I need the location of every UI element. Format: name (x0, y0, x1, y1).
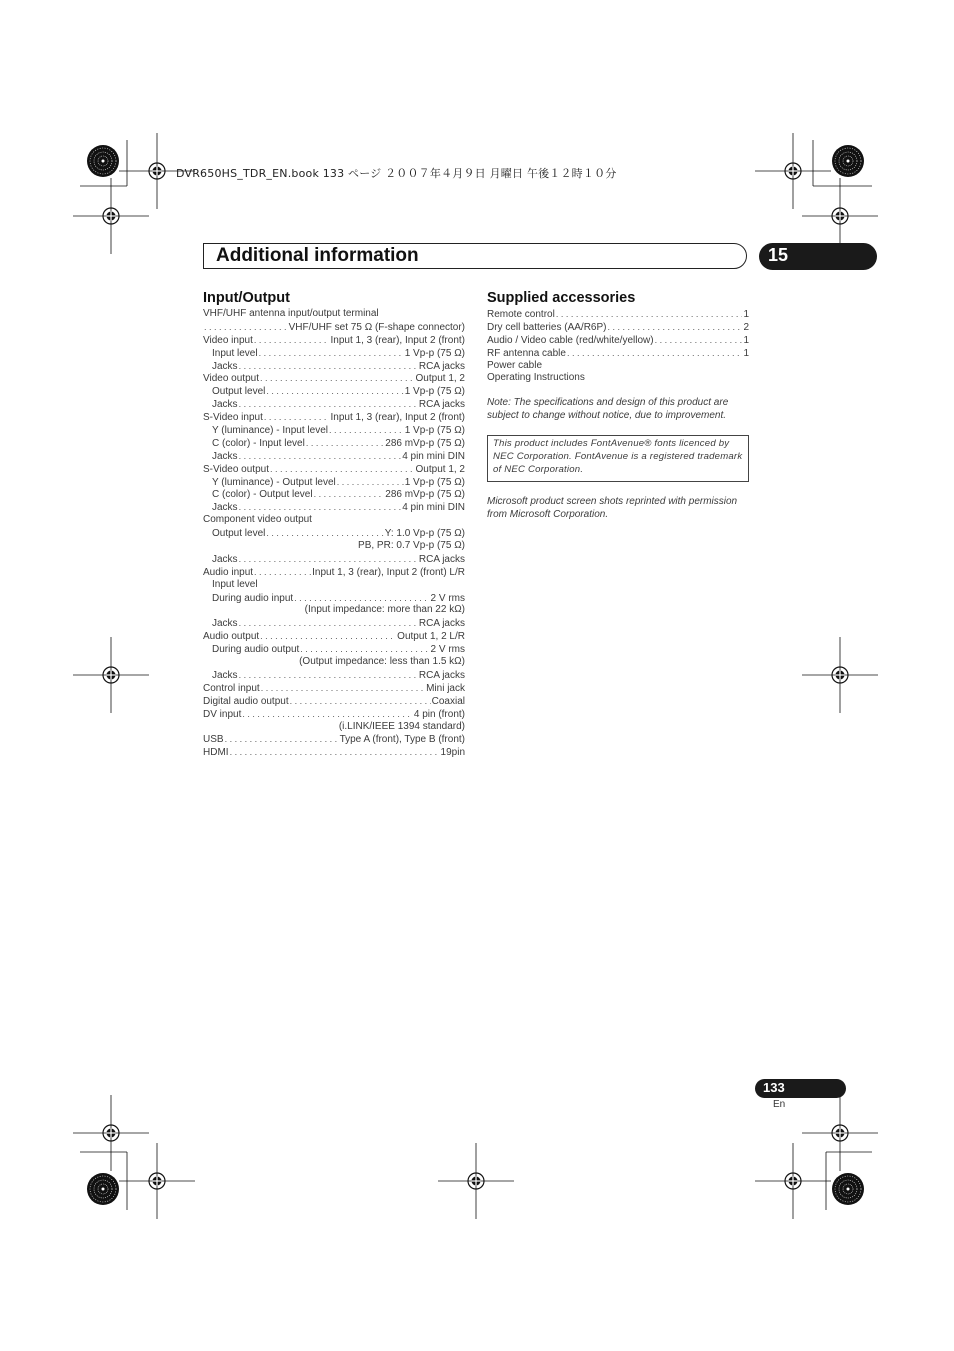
spec-row (203, 553, 465, 566)
spec-row (203, 682, 465, 695)
spec-label: Jacks (212, 618, 238, 630)
language-code: En (773, 1099, 786, 1110)
spec-value: Input 1, 3 (rear), Input 2 (front) L/R (312, 566, 465, 578)
spec-row (203, 708, 465, 721)
spec-label: Output level (212, 386, 266, 398)
spec-row (203, 437, 465, 450)
accessories-heading: Supplied accessories (487, 290, 636, 306)
accessory-label: Operating Instructions (487, 372, 585, 384)
spec-label: Jacks (212, 502, 238, 514)
corner-star-top-left (87, 145, 119, 177)
spec-row (203, 476, 465, 489)
spec-label: During audio output (212, 644, 300, 656)
spec-row (203, 643, 465, 656)
spec-value: RCA jacks (418, 360, 465, 372)
page-number: 133 (763, 1080, 785, 1095)
reg-mark-top-left-2 (73, 178, 149, 254)
spec-row (203, 695, 465, 708)
spec-value: (Input impedance: more than 22 kΩ) (304, 604, 465, 616)
spec-label: Component video output (203, 514, 312, 526)
spec-label: Control input (203, 682, 260, 694)
spec-value: 4 pin mini DIN (402, 450, 465, 462)
spec-row (203, 527, 465, 540)
spec-value: Output 1, 2 L/R (397, 631, 465, 643)
section-title: Additional information (216, 245, 419, 266)
spec-value: 1 Vp-p (75 Ω) (404, 347, 465, 359)
spec-label: HDMI (203, 747, 229, 759)
spec-row (203, 617, 465, 630)
spec-value: Output 1, 2 (415, 463, 465, 475)
spec-value: VHF/UHF set 75 Ω (F-shape connector) (288, 321, 465, 333)
spec-value: PB, PR: 0.7 Vp-p (75 Ω) (358, 540, 465, 552)
reg-mark-bottom-center (438, 1143, 514, 1219)
spec-row (203, 669, 465, 682)
reg-mark-top-right-1 (755, 133, 831, 209)
spec-value: Coaxial (431, 695, 465, 707)
spec-label: S-Video output (203, 463, 269, 475)
spec-value: 4 pin mini DIN (402, 502, 465, 514)
accessory-label: Power cable (487, 359, 543, 371)
spec-value: 4 pin (front) (413, 708, 465, 720)
reg-mark-bottom-right-1 (802, 1095, 878, 1171)
accessory-qty: 2 (743, 321, 749, 333)
spec-row (203, 385, 465, 398)
spec-label: Y (luminance) - Output level (212, 476, 336, 488)
spec-value: 286 mVp-p (75 Ω) (385, 489, 465, 501)
spec-row (203, 347, 465, 360)
accessory-qty: 1 (743, 347, 749, 359)
spec-label: Input level (212, 347, 258, 359)
accessory-row (487, 347, 749, 360)
spec-label: DV input (203, 708, 242, 720)
spec-value: 19pin (440, 747, 465, 759)
spec-label: Input level (212, 578, 258, 590)
spec-label: C (color) - Output level (212, 489, 313, 501)
spec-label: USB (203, 734, 224, 746)
spec-row (203, 334, 465, 347)
spec-value: 1 Vp-p (75 Ω) (404, 425, 465, 437)
spec-label: Y (luminance) - Input level (212, 425, 328, 437)
spec-row (203, 321, 465, 334)
spec-label: Video output (203, 373, 259, 385)
spec-value: Y: 1.0 Vp-p (75 Ω) (384, 528, 465, 540)
accessories-column (487, 289, 749, 522)
spec-value: Input 1, 3 (rear), Input 2 (front) (330, 334, 465, 346)
spec-value: 286 mVp-p (75 Ω) (385, 437, 465, 449)
spec-label: Jacks (212, 553, 238, 565)
spec-row (203, 488, 465, 501)
corner-star-top-right (832, 145, 864, 177)
reg-mark-bottom-right-2 (755, 1143, 831, 1219)
spec-row (203, 566, 465, 579)
accessory-row (487, 334, 749, 347)
chapter-number: 15 (768, 245, 789, 265)
spec-value: RCA jacks (418, 618, 465, 630)
spec-value: 1 Vp-p (75 Ω) (404, 386, 465, 398)
spec-label: C (color) - Input level (212, 437, 305, 449)
spec-label: Video input (203, 334, 253, 346)
spec-label: VHF/UHF antenna input/output terminal (203, 308, 379, 319)
spec-label: Jacks (212, 360, 238, 372)
specifications-note: Note: The specifications and design of this product are subject to change without notice, due to improvement. (487, 397, 729, 422)
reg-mark-left-middle (73, 637, 149, 713)
page-number-tab (755, 1079, 846, 1098)
accessory-label: Remote control (487, 309, 555, 320)
accessory-row (487, 308, 749, 321)
accessory-label: Audio / Video cable (red/white/yellow) (487, 334, 654, 346)
corner-star-bottom-left (87, 1173, 119, 1205)
fontavenue-notice: This product includes FontAvenue® fonts licenced by NEC Corporation. FontAvenue is a registered trademark of NEC Corporation. (487, 435, 749, 482)
spec-value: Type A (front), Type B (front) (339, 734, 465, 746)
spec-value: 2 V rms (430, 592, 465, 604)
spec-row (203, 746, 465, 759)
spec-row (203, 398, 465, 411)
spec-value: RCA jacks (418, 553, 465, 565)
microsoft-notice: Microsoft product screen shots reprinted with permission from Microsoft Corporation. (487, 495, 738, 520)
accessory-row (487, 321, 749, 334)
spec-row (203, 501, 465, 514)
accessory-qty: 1 (743, 334, 749, 346)
book-file-header: DVR650HS_TDR_EN.book 133 ページ ２００７年４月９日 月曜日 午後１２時１０分 (176, 167, 617, 180)
spec-value: 1 Vp-p (75 Ω) (404, 476, 465, 488)
spec-label: Digital audio output (203, 695, 289, 707)
spec-row (203, 424, 465, 437)
spec-value: Output 1, 2 (415, 373, 465, 385)
spec-value: RCA jacks (418, 669, 465, 681)
spec-row (203, 592, 465, 605)
reg-mark-bottom-left-1 (73, 1095, 149, 1171)
section-title-bar (203, 243, 747, 269)
corner-star-bottom-right (832, 1173, 864, 1205)
spec-row (203, 450, 465, 463)
spec-label: Audio input (203, 566, 254, 578)
spec-row (203, 630, 465, 643)
spec-label: S-Video input (203, 412, 263, 424)
spec-row (203, 463, 465, 476)
spec-value: 2 V rms (430, 644, 465, 656)
spec-label: Jacks (212, 450, 238, 462)
reg-mark-bottom-left-2 (119, 1143, 195, 1219)
accessory-label: Dry cell batteries (AA/R6P) (487, 321, 607, 333)
spec-row (203, 360, 465, 373)
spec-row (203, 411, 465, 424)
spec-label: Jacks (212, 399, 238, 411)
accessory-qty: 1 (743, 309, 749, 320)
spec-value: Input 1, 3 (rear), Input 2 (front) (330, 412, 465, 424)
spec-row (203, 733, 465, 746)
spec-label: Output level (212, 528, 266, 540)
spec-value: (i.LINK/IEEE 1394 standard) (338, 720, 465, 732)
spec-label: During audio input (212, 592, 294, 604)
accessory-label: RF antenna cable (487, 347, 566, 359)
spec-value: Mini jack (426, 682, 465, 694)
spec-label: Jacks (212, 669, 238, 681)
input-output-column (203, 289, 465, 759)
reg-mark-right-middle (802, 637, 878, 713)
spec-label: Audio output (203, 631, 260, 643)
chapter-tab (759, 243, 877, 270)
spec-row (203, 372, 465, 385)
input-output-heading: Input/Output (203, 290, 290, 306)
spec-value: RCA jacks (418, 399, 465, 411)
spec-value: (Output impedance: less than 1.5 kΩ) (299, 656, 465, 668)
